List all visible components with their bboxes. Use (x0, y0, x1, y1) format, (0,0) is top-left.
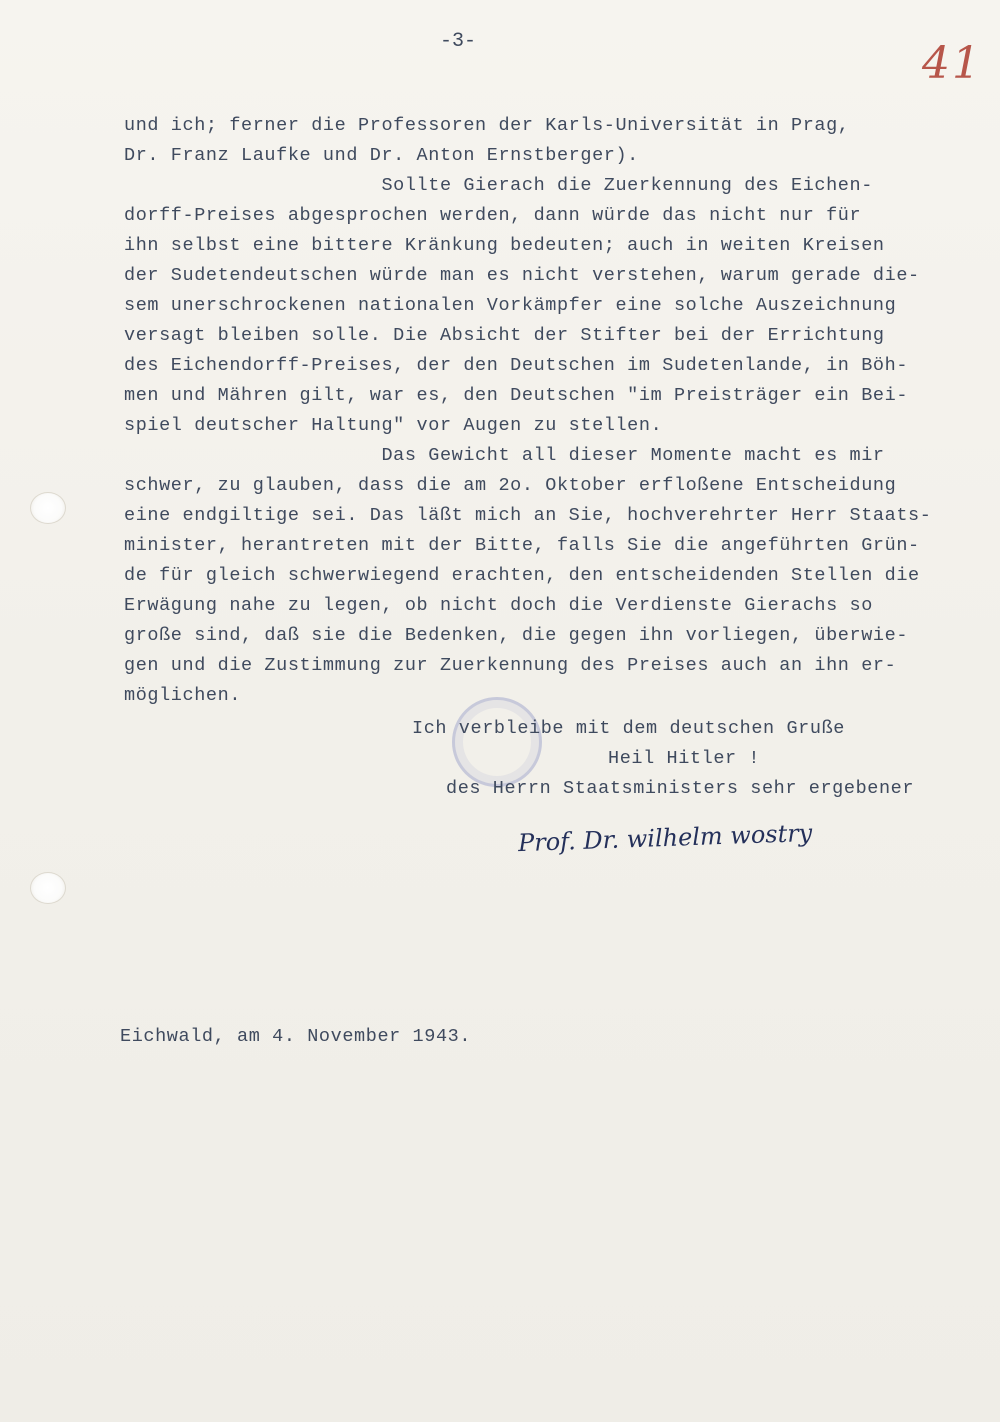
body-line: und ich; ferner die Professoren der Karls-Universität in Prag, (124, 115, 850, 136)
body-line: spiel deutscher Haltung" vor Augen zu stellen. (124, 415, 663, 436)
page-number: -3- (440, 30, 477, 53)
body-line: große sind, daß sie die Bedenken, die gegen ihn vorliegen, überwie- (124, 625, 909, 646)
punch-hole-bottom (30, 872, 66, 904)
body-line: schwer, zu glauben, dass die am 2o. Oktober erfloßene Entscheidung (124, 475, 897, 496)
body-line: minister, herantreten mit der Bitte, falls Sie die angeführten Grün- (124, 535, 920, 556)
body-line: Dr. Franz Laufke und Dr. Anton Ernstberger). (124, 145, 639, 166)
body-line: versagt bleiben solle. Die Absicht der Stifter bei der Errichtung (124, 325, 885, 346)
body-line: des Eichendorff-Preises, der den Deutschen im Sudetenlande, in Böh- (124, 355, 909, 376)
body-line: eine endgiltige sei. Das läßt mich an Sie, hochverehrter Herr Staats- (124, 505, 932, 526)
closing-line: des Herrn Staatsministers sehr ergebener (446, 778, 915, 799)
body-line: gen und die Zustimmung zur Zuerkennung des Preises auch an ihn er- (124, 655, 897, 676)
body-line: men und Mähren gilt, war es, den Deutschen "im Preisträger ein Bei- (124, 385, 909, 406)
body-line: Sollte Gierach die Zuerkennung des Eichen- (124, 175, 873, 196)
body-line: sem unerschrockenen nationalen Vorkämpfer eine solche Auszeichnung (124, 295, 897, 316)
body-line: Das Gewicht all dieser Momente macht es mir (124, 445, 885, 466)
body-line: de für gleich schwerwiegend erachten, den entscheidenden Stellen die (124, 565, 920, 586)
body-line: dorff-Preises abgesprochen werden, dann würde das nicht nur für (124, 205, 862, 226)
body-line: der Sudetendeutschen würde man es nicht verstehen, warum gerade die- (124, 265, 920, 286)
body-line: Erwägung nahe zu legen, ob nicht doch die Verdienste Gierachs so (124, 595, 873, 616)
punch-hole-top (30, 492, 66, 524)
faded-stamp (452, 697, 542, 787)
body-line: möglichen. (124, 685, 242, 706)
body-line: ihn selbst eine bittere Kränkung bedeuten; auch in weiten Kreisen (124, 235, 885, 256)
folio-number: 41 (922, 38, 982, 89)
closing-line: Ich verbleibe mit dem deutschen Gruße (412, 718, 845, 739)
handwritten-signature: Prof. Dr. wilhelm wostry (517, 818, 813, 858)
closing-salutation: Heil Hitler ! (608, 748, 761, 769)
place-date: Eichwald, am 4. November 1943. (120, 1026, 472, 1047)
